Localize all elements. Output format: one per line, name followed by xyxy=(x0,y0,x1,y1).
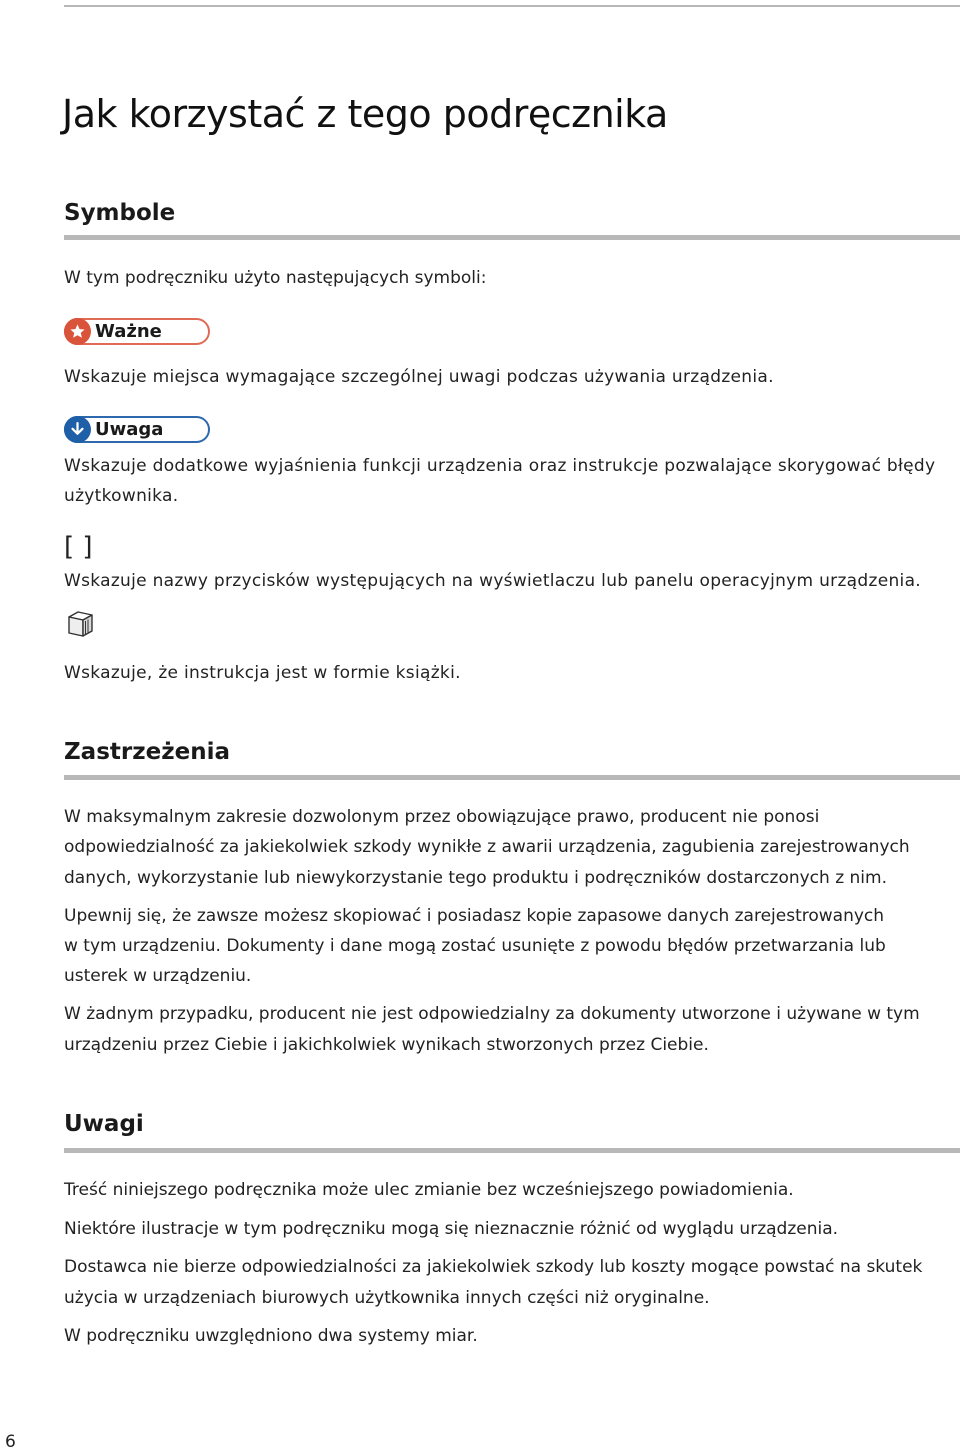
important-label: Ważne xyxy=(95,321,162,342)
disclaimer-p3-line1: W żadnym przypadku, producent nie jest odpowiedzialny za dokumenty utworzone i używane w tym xyxy=(64,1004,920,1024)
important-description: Wskazuje miejsca wymagające szczególnej uwagi podczas używania urządzenia. xyxy=(64,367,774,387)
brackets-symbol: [ ] xyxy=(64,532,93,562)
notes-p3-line2: użycia w urządzeniach biurowych użytkownika innych części niż oryginalne. xyxy=(64,1288,710,1308)
book-icon xyxy=(66,610,94,642)
section-divider xyxy=(64,235,960,240)
disclaimer-p1-line2: odpowiedzialność za jakiekolwiek szkody wynikłe z awarii urządzenia, zagubienia zarejestrowanych xyxy=(64,837,910,857)
book-description: Wskazuje, że instrukcja jest w formie książki. xyxy=(64,663,461,683)
notes-p2: Niektóre ilustracje w tym podręczniku mogą się nieznacznie różnić od wyglądu urządzenia. xyxy=(64,1219,839,1239)
page-title: Jak korzystać z tego podręcznika xyxy=(62,92,668,136)
arrow-down-icon xyxy=(64,416,91,443)
important-badge xyxy=(64,318,210,345)
top-divider xyxy=(64,5,960,7)
disclaimer-p2-line3: usterek w urządzeniu. xyxy=(64,966,252,986)
notes-p3-line1: Dostawca nie bierze odpowiedzialności za jakiekolwiek szkody lub koszty mogące powstać na skutek xyxy=(64,1257,923,1277)
note-description-line1: Wskazuje dodatkowe wyjaśnienia funkcji urządzenia oraz instrukcje pozwalające skorygować błędy xyxy=(64,456,936,476)
disclaimer-p1-line3: danych, wykorzystanie lub niewykorzystanie tego produktu i podręczników dostarczonych z nim. xyxy=(64,868,887,888)
section-heading-notes: Uwagi xyxy=(64,1111,144,1137)
disclaimer-p2-line1: Upewnij się, że zawsze możesz skopiować i posiadasz kopie zapasowe danych zarejestrowanych xyxy=(64,906,885,926)
disclaimer-p1-line1: W maksymalnym zakresie dozwolonym przez obowiązujące prawo, producent nie ponosi xyxy=(64,807,820,827)
note-badge xyxy=(64,416,210,443)
notes-p1: Treść niniejszego podręcznika może ulec zmianie bez wcześniejszego powiadomienia. xyxy=(64,1180,794,1200)
page-number: 6 xyxy=(5,1432,16,1452)
note-label: Uwaga xyxy=(95,419,164,440)
section-divider xyxy=(64,775,960,780)
note-description-line2: użytkownika. xyxy=(64,486,179,506)
brackets-description: Wskazuje nazwy przycisków występujących na wyświetlaczu lub panelu operacyjnym urządzenia. xyxy=(64,571,921,591)
disclaimer-p3-line2: urządzeniu przez Ciebie i jakichkolwiek wynikach stworzonych przez Ciebie. xyxy=(64,1035,709,1055)
star-icon xyxy=(64,318,91,345)
notes-p4: W podręczniku uwzględniono dwa systemy miar. xyxy=(64,1326,478,1346)
disclaimer-p2-line2: w tym urządzeniu. Dokumenty i dane mogą zostać usunięte z powodu błędów przetwarzania lub xyxy=(64,936,886,956)
symbols-intro: W tym podręczniku użyto następujących symboli: xyxy=(64,268,487,288)
section-heading-disclaimer: Zastrzeżenia xyxy=(64,739,230,765)
section-heading-symbols: Symbole xyxy=(64,200,176,226)
section-divider xyxy=(64,1148,960,1153)
